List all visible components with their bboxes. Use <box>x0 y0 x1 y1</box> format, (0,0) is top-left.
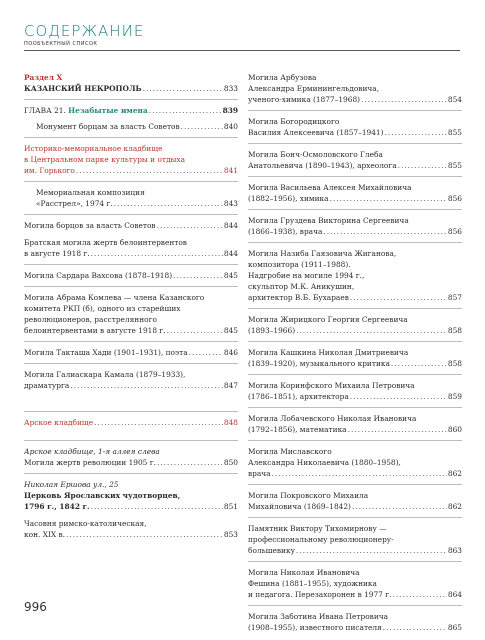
divider <box>248 407 462 408</box>
entry-title-line: большевику <box>248 546 295 555</box>
entry-title-line: Памятник Виктору Тихомирнову — <box>248 524 387 533</box>
leader-dots <box>91 248 223 259</box>
entry-title-line: им. Горького <box>24 166 75 175</box>
leader-dots <box>361 94 447 105</box>
entry-title-line: 1796 г., 1842 г. <box>24 502 90 511</box>
entry-title-line: Могила Абрама Комлева — члена Казанского <box>24 293 205 302</box>
toc-entry-vaxitov[interactable] <box>24 270 238 281</box>
entry-title: Монумент борцам за власть Советов <box>36 122 180 131</box>
leader-dots <box>143 83 223 94</box>
toc-entry-borcy[interactable] <box>24 220 238 231</box>
page-ref: 862 <box>447 502 462 511</box>
page-ref: 843 <box>223 199 238 208</box>
page-ref: 853 <box>223 530 238 539</box>
entry-title-line: и педагога. Перезахоронен в 1977 г. <box>248 590 392 599</box>
page-ref: 848 <box>223 418 238 427</box>
page-ref: 845 <box>223 326 238 335</box>
leader-dots <box>114 198 223 209</box>
header-rule <box>24 50 460 51</box>
toc-chapter-21[interactable] <box>24 105 238 116</box>
divider <box>24 411 238 412</box>
entry-title-line: (1866–1938), врача <box>248 227 323 236</box>
divider <box>248 242 462 243</box>
leader-dots <box>296 545 447 556</box>
entry-title-line: Братская могила жертв белоинтервентов <box>24 238 187 247</box>
entry-title-line: Могила Назиба Гаязовича Жиганова, <box>248 249 397 258</box>
page-ref: 855 <box>447 161 462 170</box>
entry-title-line: белоинтервентами в августе 1918 г. <box>24 326 166 335</box>
entry-title: Могила Сардара Вахсова (1878–1918) <box>24 271 173 280</box>
entry-location: Арское кладбище, 1-я аллея слева <box>24 447 160 456</box>
entry-title-line: Александра Ерминингельдовича, <box>248 84 380 93</box>
entry-title-line: «Расстрел», 1974 г. <box>36 199 113 208</box>
page-ref: 859 <box>447 392 462 401</box>
toc-entry-chasovnya[interactable] <box>24 518 238 540</box>
page-ref: 855 <box>447 128 462 137</box>
entry-title-line: архитектор В.Б. Бухараев <box>248 293 349 302</box>
leader-dots <box>392 589 446 600</box>
divider <box>24 341 238 342</box>
entry-title-line: Могила Васильева Алексея Михайловича <box>248 183 412 192</box>
toc-entry-zhiricky[interactable] <box>248 314 462 336</box>
divider <box>24 286 238 287</box>
divider <box>248 440 462 441</box>
leader-dots <box>398 160 447 171</box>
toc-entry-zhertv[interactable] <box>24 446 238 468</box>
entry-title-line: Часовня римско-католическая, <box>24 519 147 528</box>
page-ref: 850 <box>223 458 238 467</box>
entry-title: Могила Такташа Хади (1901–1931), поэта <box>24 348 188 357</box>
toc-entry-bogorod[interactable] <box>248 116 462 138</box>
entry-title-line: Могила Галиаскара Камала (1879–1933), <box>24 370 186 379</box>
entry-title-line: Мемориальная композиция <box>36 188 145 197</box>
toc-section-x[interactable] <box>24 72 238 94</box>
leader-dots <box>391 358 447 369</box>
toc-entry-tikhomirnov[interactable] <box>248 523 462 556</box>
divider <box>24 214 238 215</box>
divider <box>24 137 238 138</box>
divider <box>24 363 238 364</box>
toc-entry-zabotkina[interactable] <box>248 611 462 633</box>
entry-title-line: (1882–1956), химика <box>248 194 329 203</box>
entry-title: Арское кладбище <box>24 418 94 427</box>
leader-dots <box>323 226 447 237</box>
toc-entry-monument[interactable] <box>24 121 238 132</box>
entry-title-line: в Центральном парке культуры и отдыха <box>24 155 185 164</box>
leader-dots <box>385 127 447 138</box>
entry-title-line: революционеров, расстрелянного <box>24 315 157 324</box>
page-ref: 854 <box>447 95 462 104</box>
page-ref: 846 <box>223 348 238 357</box>
entry-title-line: Могила Лобачевского Николая Ивановича <box>248 414 417 423</box>
toc-entry-galiaskar[interactable] <box>24 369 238 391</box>
leader-dots <box>350 391 447 402</box>
entry-title-line: Могила Миславского <box>248 447 332 456</box>
entry-title-line: (1786–1851), архитектора <box>248 392 349 401</box>
entry-title-line: Могила Коринфского Михаила Петровича <box>248 381 415 390</box>
entry-title: Могила жертв революции 1905 г. <box>24 458 156 467</box>
entry-title-line: ученого-химика (1877–1968) <box>248 95 361 104</box>
divider <box>248 308 462 309</box>
entry-title: Могила борцов за власть Советов <box>24 221 156 230</box>
page-ref: 840 <box>223 122 238 131</box>
page-ref: 844 <box>223 249 238 258</box>
toc-entry-bonch[interactable] <box>248 149 462 171</box>
divider <box>24 473 238 474</box>
divider <box>248 176 462 177</box>
leader-dots <box>350 292 447 303</box>
page-number: 996 <box>24 600 47 614</box>
leader-dots <box>181 121 223 132</box>
entry-title-line: (1792–1856), математика <box>248 425 347 434</box>
toc-entry-cemetery-park[interactable] <box>24 143 238 176</box>
entry-title-line: скульптор М.К. Аникушин, <box>248 282 355 291</box>
page-ref: 856 <box>447 227 462 236</box>
page-ref: 858 <box>447 359 462 368</box>
page-ref: 839 <box>222 106 238 115</box>
toc-entry-zhiganov[interactable] <box>248 248 462 303</box>
page-ref: 862 <box>447 469 462 478</box>
entry-title-line: комитета РКП (б), одного из старейших <box>24 304 181 313</box>
divider <box>248 605 462 606</box>
leader-dots <box>173 270 223 281</box>
leader-dots <box>157 457 223 468</box>
divider <box>248 209 462 210</box>
entry-title-line: врача <box>248 469 271 478</box>
page-ref: 865 <box>447 623 462 632</box>
toc-left-column <box>24 72 238 540</box>
toc-entry-pokrovsky[interactable] <box>248 490 462 512</box>
page-ref: 858 <box>447 326 462 335</box>
entry-title-line: Церковь Ярославских чудотворцев, <box>24 491 181 500</box>
entry-title-line: Михайловича (1869–1842) <box>248 502 351 511</box>
entry-title-line: Фешина (1881–1955), художника <box>248 579 377 588</box>
entry-title-line: Могила Бонч-Осмоловского Глеба <box>248 150 383 159</box>
leader-dots <box>94 417 223 428</box>
entry-title-line: Могила Богородицкого <box>248 117 340 126</box>
entry-title-line: (1893–1966) <box>248 326 296 335</box>
entry-title-line: Могила Кашкина Николая Дмитриевича <box>248 348 409 357</box>
entry-title-line: Могила Груздева Викторина Сергеевича <box>248 216 409 225</box>
page-ref: 841 <box>223 166 238 175</box>
toc-entry-bratskaya[interactable] <box>24 237 238 259</box>
entry-title-line: Александра Николаевича (1880–1958), <box>248 458 401 467</box>
leader-dots <box>76 165 223 176</box>
section-label: Раздел Х <box>24 73 63 82</box>
toc-entry-arbuzova[interactable] <box>248 72 462 105</box>
toc-entry-kashkin[interactable] <box>248 347 462 369</box>
page-ref: 863 <box>447 546 462 555</box>
chapter-title: Незабытые имена <box>68 106 148 115</box>
entry-title-line: Анатольевича (1890–1943), археолога <box>248 161 397 170</box>
chapter-label: ГЛАВА 21. <box>24 106 66 115</box>
entry-title-line: Могила Арбузова <box>248 73 317 82</box>
toc-entry-mislavsky[interactable] <box>248 446 462 479</box>
entry-title-line: композитора (1911–1988). <box>248 260 351 269</box>
leader-dots <box>296 325 447 336</box>
leader-dots <box>91 501 223 512</box>
leader-dots <box>272 468 447 479</box>
entry-title-line: в августе 1918 г. <box>24 249 90 258</box>
leader-dots <box>157 220 223 231</box>
divider <box>248 143 462 144</box>
entry-title-line: Надгробие на могиле 1994 г., <box>248 271 365 280</box>
toc-entry-taktash[interactable] <box>24 347 238 358</box>
divider <box>24 99 238 100</box>
section-title: КАЗАНСКИЙ НЕКРОПОЛЬ <box>24 84 142 93</box>
page-ref: 864 <box>447 590 462 599</box>
page-title: СОДЕРЖАНИЕ <box>24 22 145 40</box>
leader-dots <box>189 347 223 358</box>
toc-entry-korinfsky[interactable] <box>248 380 462 402</box>
toc-entry-composition[interactable] <box>24 187 238 209</box>
toc-entry-vasileva[interactable] <box>248 182 462 204</box>
leader-dots <box>330 193 447 204</box>
divider <box>248 374 462 375</box>
divider <box>248 484 462 485</box>
leader-dots <box>149 105 222 116</box>
leader-dots <box>348 424 447 435</box>
divider <box>248 561 462 562</box>
entry-title-line: Могила Покровского Михаила <box>248 491 369 500</box>
page-ref: 844 <box>223 221 238 230</box>
leader-dots <box>167 325 223 336</box>
toc-right-column <box>248 72 462 633</box>
divider <box>248 517 462 518</box>
divider <box>248 110 462 111</box>
page-ref: 845 <box>223 271 238 280</box>
leader-dots <box>70 380 223 391</box>
entry-title-line: Могила Николая Ивановича <box>248 568 360 577</box>
leader-dots <box>352 501 447 512</box>
entry-title-line: Василия Алексеевича (1857–1941) <box>248 128 384 137</box>
entry-title-line: Историко-мемориальное кладбище <box>24 144 163 153</box>
divider <box>24 264 238 265</box>
page-ref: 833 <box>223 84 238 93</box>
toc-entry-arskoe[interactable] <box>24 417 238 428</box>
toc-entry-church[interactable] <box>24 479 238 512</box>
entry-title-line: профессиональному революционеру- <box>248 535 394 544</box>
toc-entry-feshin[interactable] <box>248 567 462 600</box>
leader-dots <box>66 529 223 540</box>
page-ref: 856 <box>447 194 462 203</box>
toc-entry-lobachevsky[interactable] <box>248 413 462 435</box>
entry-location: Николая Ершова ул., 25 <box>24 480 119 489</box>
entry-title-line: Могила Жирицкого Георгия Сергеевича <box>248 315 408 324</box>
entry-title-line: кон. XIX в. <box>24 530 65 539</box>
page-ref: 860 <box>447 425 462 434</box>
page-ref: 857 <box>447 293 462 302</box>
entry-title-line: (1908–1955), известного писателя <box>248 623 382 632</box>
entry-title-line: (1839–1920), музыкального критика <box>248 359 390 368</box>
toc-entry-gruzdeva[interactable] <box>248 215 462 237</box>
divider <box>24 181 238 182</box>
entry-title-line: драматурга <box>24 381 70 390</box>
entry-title-line: Могила Заботина Ивана Петровича <box>248 612 389 621</box>
page-subtitle: ПООБЪЕКТНЫЙ СПИСОК <box>24 41 98 47</box>
leader-dots <box>383 622 447 633</box>
divider <box>248 341 462 342</box>
toc-entry-komleva[interactable] <box>24 292 238 336</box>
page-ref: 851 <box>223 502 238 511</box>
page-ref: 847 <box>223 381 238 390</box>
divider <box>24 440 238 441</box>
